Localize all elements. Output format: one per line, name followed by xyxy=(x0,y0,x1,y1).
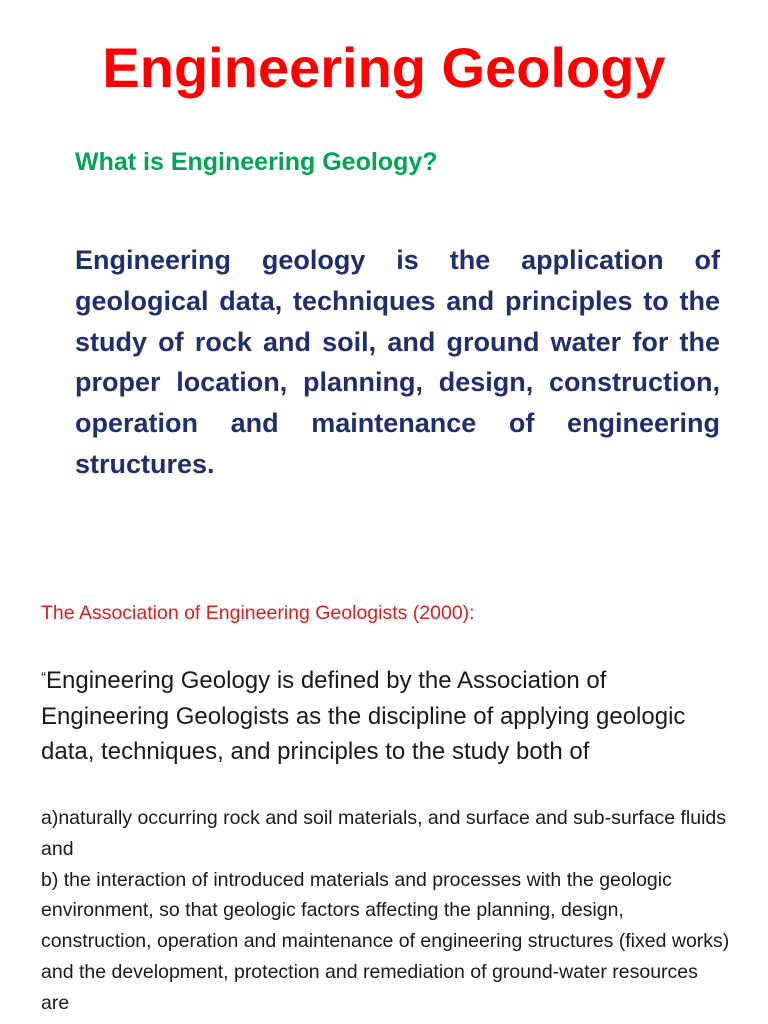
definition-paragraph: Engineering geology is the application of geological data, techniques and principles to the study of rock and soil, and ground water for the proper location, planning, design, construction, operation and maintenance of engineering structures. xyxy=(75,245,720,479)
slide-title: Engineering Geology xyxy=(102,36,666,99)
aeg-quote xyxy=(41,660,731,770)
aeg-heading: The Association of Engineering Geologists (2000): xyxy=(41,602,475,624)
quote-item-b: b) the interaction of introduced materials and processes with the geologic environment, so that geologic factors affecting the planning, design, construction, operation and maintenance of engineering structures (fixed works) and the development, protection and remediation of ground-water resources are xyxy=(41,868,730,1014)
quote-item-a: a)naturally occurring rock and soil materials, and surface and sub-surface fluids and xyxy=(41,807,726,860)
aeg-quote-text: Engineering Geology is defined by the Association of Engineering Geologists as the discipline of applying geologic data, techniques, and principles to the study both of xyxy=(41,667,686,765)
aeg-quote-items xyxy=(41,803,731,1019)
question-heading: What is Engineering Geology? xyxy=(75,148,438,176)
opening-quote-mark: “ xyxy=(41,669,46,686)
